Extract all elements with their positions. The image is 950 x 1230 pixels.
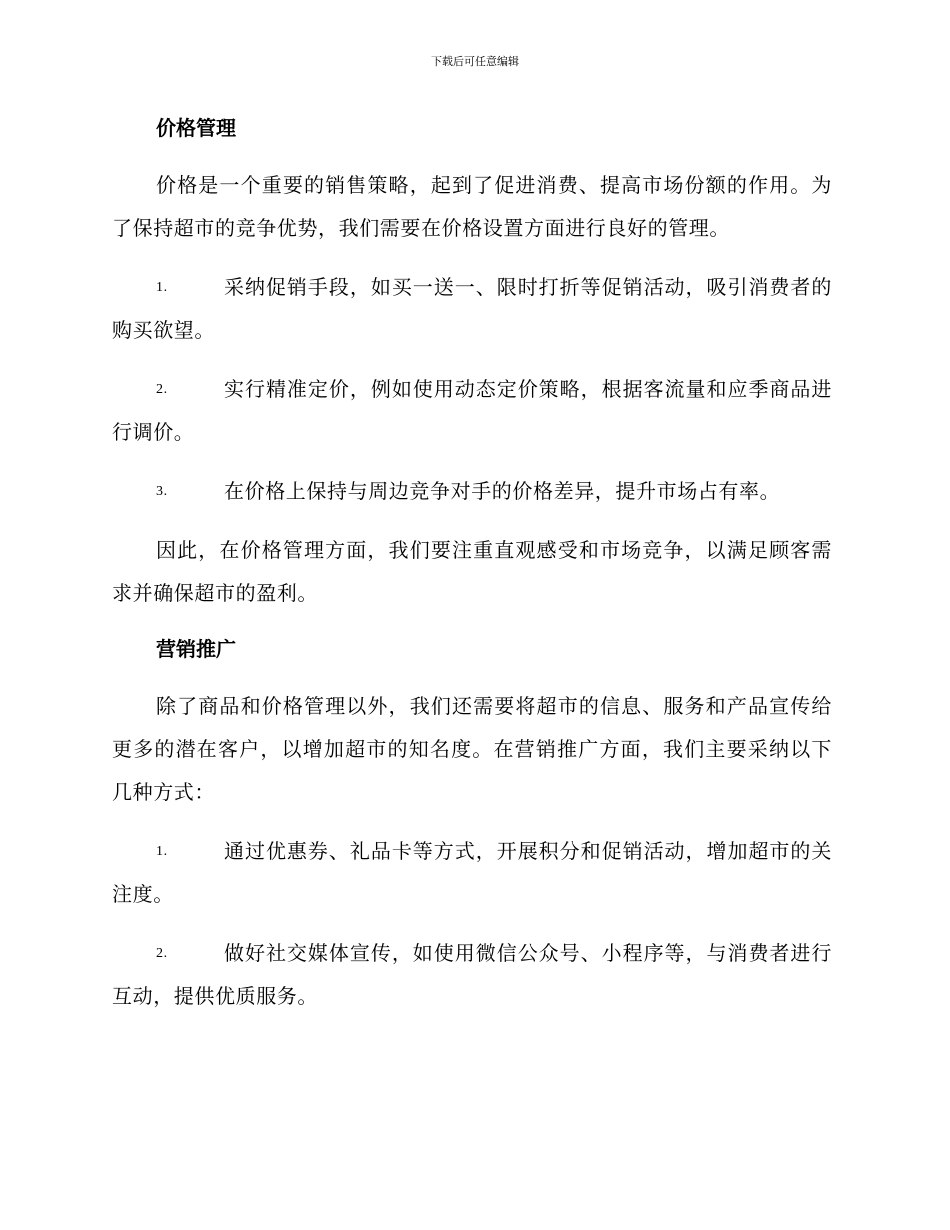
pricing-conclusion-paragraph: 因此，在价格管理方面，我们要注重直观感受和市场竞争，以满足顾客需求并确保超市的盈利。 [112, 538, 832, 605]
pricing-list-item [112, 470, 832, 513]
list-item-text: 在价格上保持与周边竞争对手的价格差异，提升市场占有率。 [224, 479, 781, 503]
list-number: 1. [156, 280, 168, 295]
list-number: 2. [156, 946, 168, 961]
marketing-intro-paragraph: 除了商品和价格管理以外，我们还需要将超市的信息、服务和产品宣传给更多的潜在客户，以增加超市的知名度。在营销推广方面，我们主要采纳以下几种方式： [112, 694, 832, 804]
header-note: 下载后可任意编辑 [431, 55, 519, 68]
pricing-list-item [112, 368, 832, 454]
pricing-intro-paragraph: 价格是一个重要的销售策略，起到了促进消费、提高市场份额的作用。为了保持超市的竞争优势，我们需要在价格设置方面进行良好的管理。 [112, 173, 832, 240]
list-item-text: 实行精准定价，例如使用动态定价策略，根据客流量和应季商品进行调价。 [112, 377, 832, 444]
section-heading-marketing: 营销推广 [156, 637, 236, 661]
list-number: 2. [156, 382, 168, 397]
marketing-list-item [112, 830, 832, 916]
list-item-text: 做好社交媒体宣传，如使用微信公众号、小程序等，与消费者进行互动，提供优质服务。 [112, 941, 832, 1008]
list-number: 1. [156, 844, 168, 859]
list-number: 3. [156, 484, 168, 499]
marketing-list-item [112, 932, 832, 1018]
list-item-text: 采纳促销手段，如买一送一、限时打折等促销活动，吸引消费者的购买欲望。 [112, 275, 832, 342]
list-item-text: 通过优惠券、礼品卡等方式，开展积分和促销活动，增加超市的关注度。 [112, 839, 832, 906]
document-body [112, 110, 832, 1034]
section-heading-pricing: 价格管理 [156, 116, 236, 140]
pricing-list-item [112, 266, 832, 352]
